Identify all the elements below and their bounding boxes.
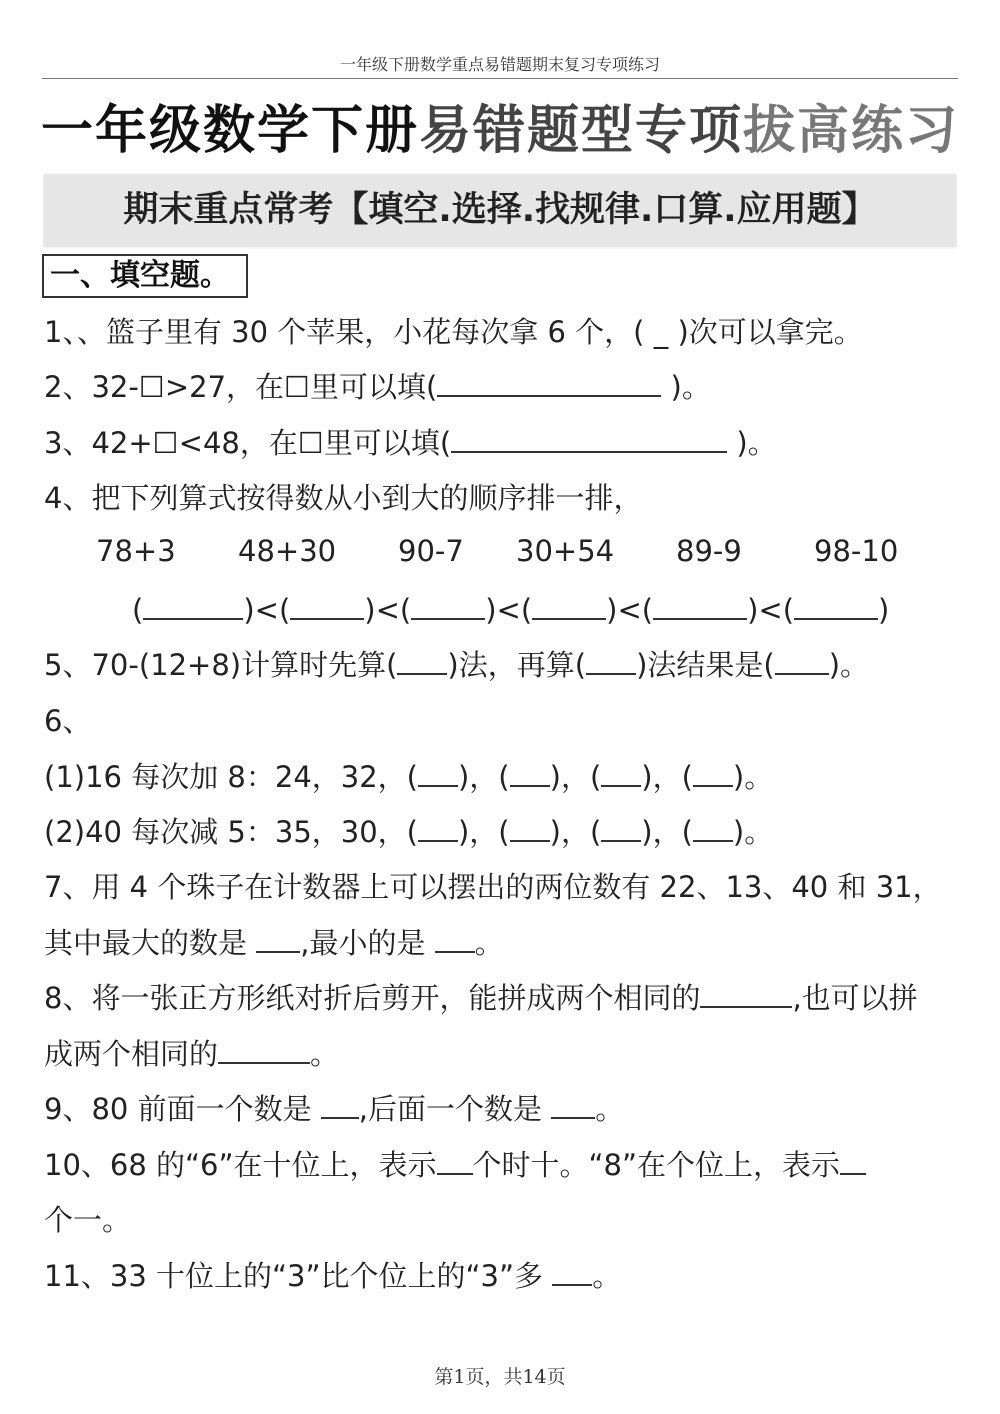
q8-blank-1[interactable] [700, 978, 792, 1008]
q6-separator: )，( [641, 760, 693, 794]
q9-blank-before[interactable] [321, 1089, 359, 1119]
q1-text-b: _ [653, 315, 669, 349]
q1-text-a: 1、、篮子里有 30 个苹果，小花每次拿 6 个，( [44, 315, 645, 349]
q4-expression: 90-7 [398, 534, 464, 568]
q10-blank-2[interactable] [840, 1145, 866, 1175]
q4-expression: 78+3 [96, 534, 176, 568]
question-7-cont [44, 923, 504, 963]
question-8-cont [44, 1034, 339, 1074]
q4-expression: 48+30 [238, 534, 337, 568]
q9-text-c: 。 [595, 1092, 625, 1126]
q8-text-b: ,也可以拼 [792, 981, 918, 1015]
q6-1-blank-4[interactable] [693, 757, 733, 787]
q4-blank-2[interactable] [290, 590, 364, 620]
q6-end: )。 [732, 760, 774, 794]
q9-text-b: ,后面一个数是 [358, 1092, 543, 1126]
q4-expressions [96, 534, 916, 574]
q4-paren: ( [132, 593, 144, 627]
q5-text-c: )法结果是( [636, 648, 775, 682]
q10-text-a: 10、68 的“6”在十位上，表示 [44, 1148, 437, 1182]
question-10-cont: 个一。 [44, 1203, 132, 1237]
q6-end: )。 [732, 815, 774, 849]
q6-2-blank-2[interactable] [510, 812, 550, 842]
q6-2-blank-1[interactable] [418, 812, 458, 842]
q8-text-d: 。 [310, 1037, 340, 1071]
subtitle-banner: 期末重点常考【填空.选择.找规律.口算.应用题】 [44, 174, 956, 246]
q3-text-a: 3、42+☐<48，在☐里可以填( [44, 426, 452, 460]
q4-blank-3[interactable] [411, 590, 485, 620]
question-2 [44, 367, 711, 407]
main-title-part-3: 拔高练习 [743, 101, 960, 161]
q11-text-a: 11、33 十位上的“3”比个位上的“3”多 [44, 1259, 544, 1293]
question-9 [44, 1089, 624, 1129]
section-heading: 一、填空题。 [42, 254, 248, 298]
q6-2-blank-3[interactable] [601, 812, 641, 842]
q11-blank[interactable] [552, 1256, 592, 1286]
q4-expression: 89-9 [676, 534, 742, 568]
main-title-part-1: 一年级数学下册 [40, 101, 419, 161]
page-header-title: 一年级下册数学重点易错题期末复习专项练习 [339, 55, 660, 74]
q8-text-a: 8、将一张正方形纸对折后剪开，能拼成两个相同的 [44, 981, 701, 1015]
q2-text-b: )。 [661, 370, 711, 404]
q6-1-blank-1[interactable] [418, 757, 458, 787]
question-6-part-1 [44, 757, 773, 797]
q4-blank-4[interactable] [532, 590, 606, 620]
q6-line-2-text: (2)40 每次减 5：35，30，( [44, 815, 418, 849]
q8-text-c: 成两个相同的 [44, 1037, 219, 1071]
q1-text-c: )次可以拿完。 [677, 315, 863, 349]
q3-text-b: )。 [727, 426, 777, 460]
q6-1-blank-3[interactable] [601, 757, 641, 787]
q5-blank-1[interactable] [397, 645, 447, 675]
question-5 [44, 645, 869, 685]
question-6: 6、 [44, 704, 92, 738]
question-3 [44, 423, 777, 463]
question-1 [44, 312, 863, 352]
question-10 [44, 1145, 866, 1185]
q5-text-d: )。 [828, 648, 870, 682]
q6-separator: )，( [549, 760, 602, 794]
question-8 [44, 978, 918, 1018]
q4-separator: )<( [747, 593, 795, 627]
q10-text-b: 个时十。“8”在个位上，表示 [472, 1148, 841, 1182]
q4-blank-5[interactable] [653, 590, 747, 620]
q7-text-d: 。 [474, 926, 504, 960]
q2-text-a: 2、32-☐>27，在☐里可以填( [44, 370, 438, 404]
q5-blank-2[interactable] [586, 645, 636, 675]
q8-blank-2[interactable] [218, 1034, 310, 1064]
q3-answer-blank[interactable] [451, 423, 727, 453]
q6-separator: )，( [457, 760, 510, 794]
q7-blank-max[interactable] [256, 923, 300, 953]
q11-text-b: 。 [592, 1259, 622, 1293]
q4-separator: )<( [485, 593, 533, 627]
q5-text-a: 5、70-(12+8)计算时先算( [44, 648, 398, 682]
q4-expression: 30+54 [516, 534, 615, 568]
q6-1-blank-2[interactable] [510, 757, 550, 787]
q5-text-b: )法，再算( [447, 648, 587, 682]
q9-blank-after[interactable] [551, 1089, 595, 1119]
q4-blank-6[interactable] [794, 590, 878, 620]
q4-blank-1[interactable] [143, 590, 243, 620]
q4-separator: )<( [606, 593, 654, 627]
q9-text-a: 9、80 前面一个数是 [44, 1092, 312, 1126]
q2-answer-blank[interactable] [437, 367, 661, 397]
question-11 [44, 1256, 621, 1296]
q7-blank-min[interactable] [435, 923, 475, 953]
q7-text-c: ,最小的是 [300, 926, 426, 960]
q4-ordering-row [132, 590, 889, 630]
q6-line-1-text: (1)16 每次加 8：24，32，( [44, 760, 418, 794]
q6-separator: )，( [549, 815, 602, 849]
main-title-part-2: 易错题型专项 [418, 101, 743, 161]
question-6-part-2 [44, 812, 773, 852]
q4-separator: )<( [364, 593, 412, 627]
q5-blank-3[interactable] [775, 645, 829, 675]
question-7: 7、用 4 个珠子在计数器上可以摆出的两位数有 22、13、40 和 31， [44, 870, 942, 904]
q10-blank-1[interactable] [437, 1145, 473, 1175]
q6-2-blank-4[interactable] [693, 812, 733, 842]
header-divider [42, 78, 958, 79]
q7-text-b: 其中最大的数是 [44, 926, 248, 960]
main-title [40, 96, 960, 166]
q6-separator: )，( [457, 815, 510, 849]
question-4: 4、把下列算式按得数从小到大的顺序排一排， [44, 481, 643, 515]
q6-separator: )，( [641, 815, 693, 849]
q4-paren: ) [878, 593, 890, 627]
q4-separator: )<( [243, 593, 291, 627]
page-footer: 第1页，共14页 [434, 1366, 566, 1388]
q4-expression: 98-10 [814, 534, 899, 568]
